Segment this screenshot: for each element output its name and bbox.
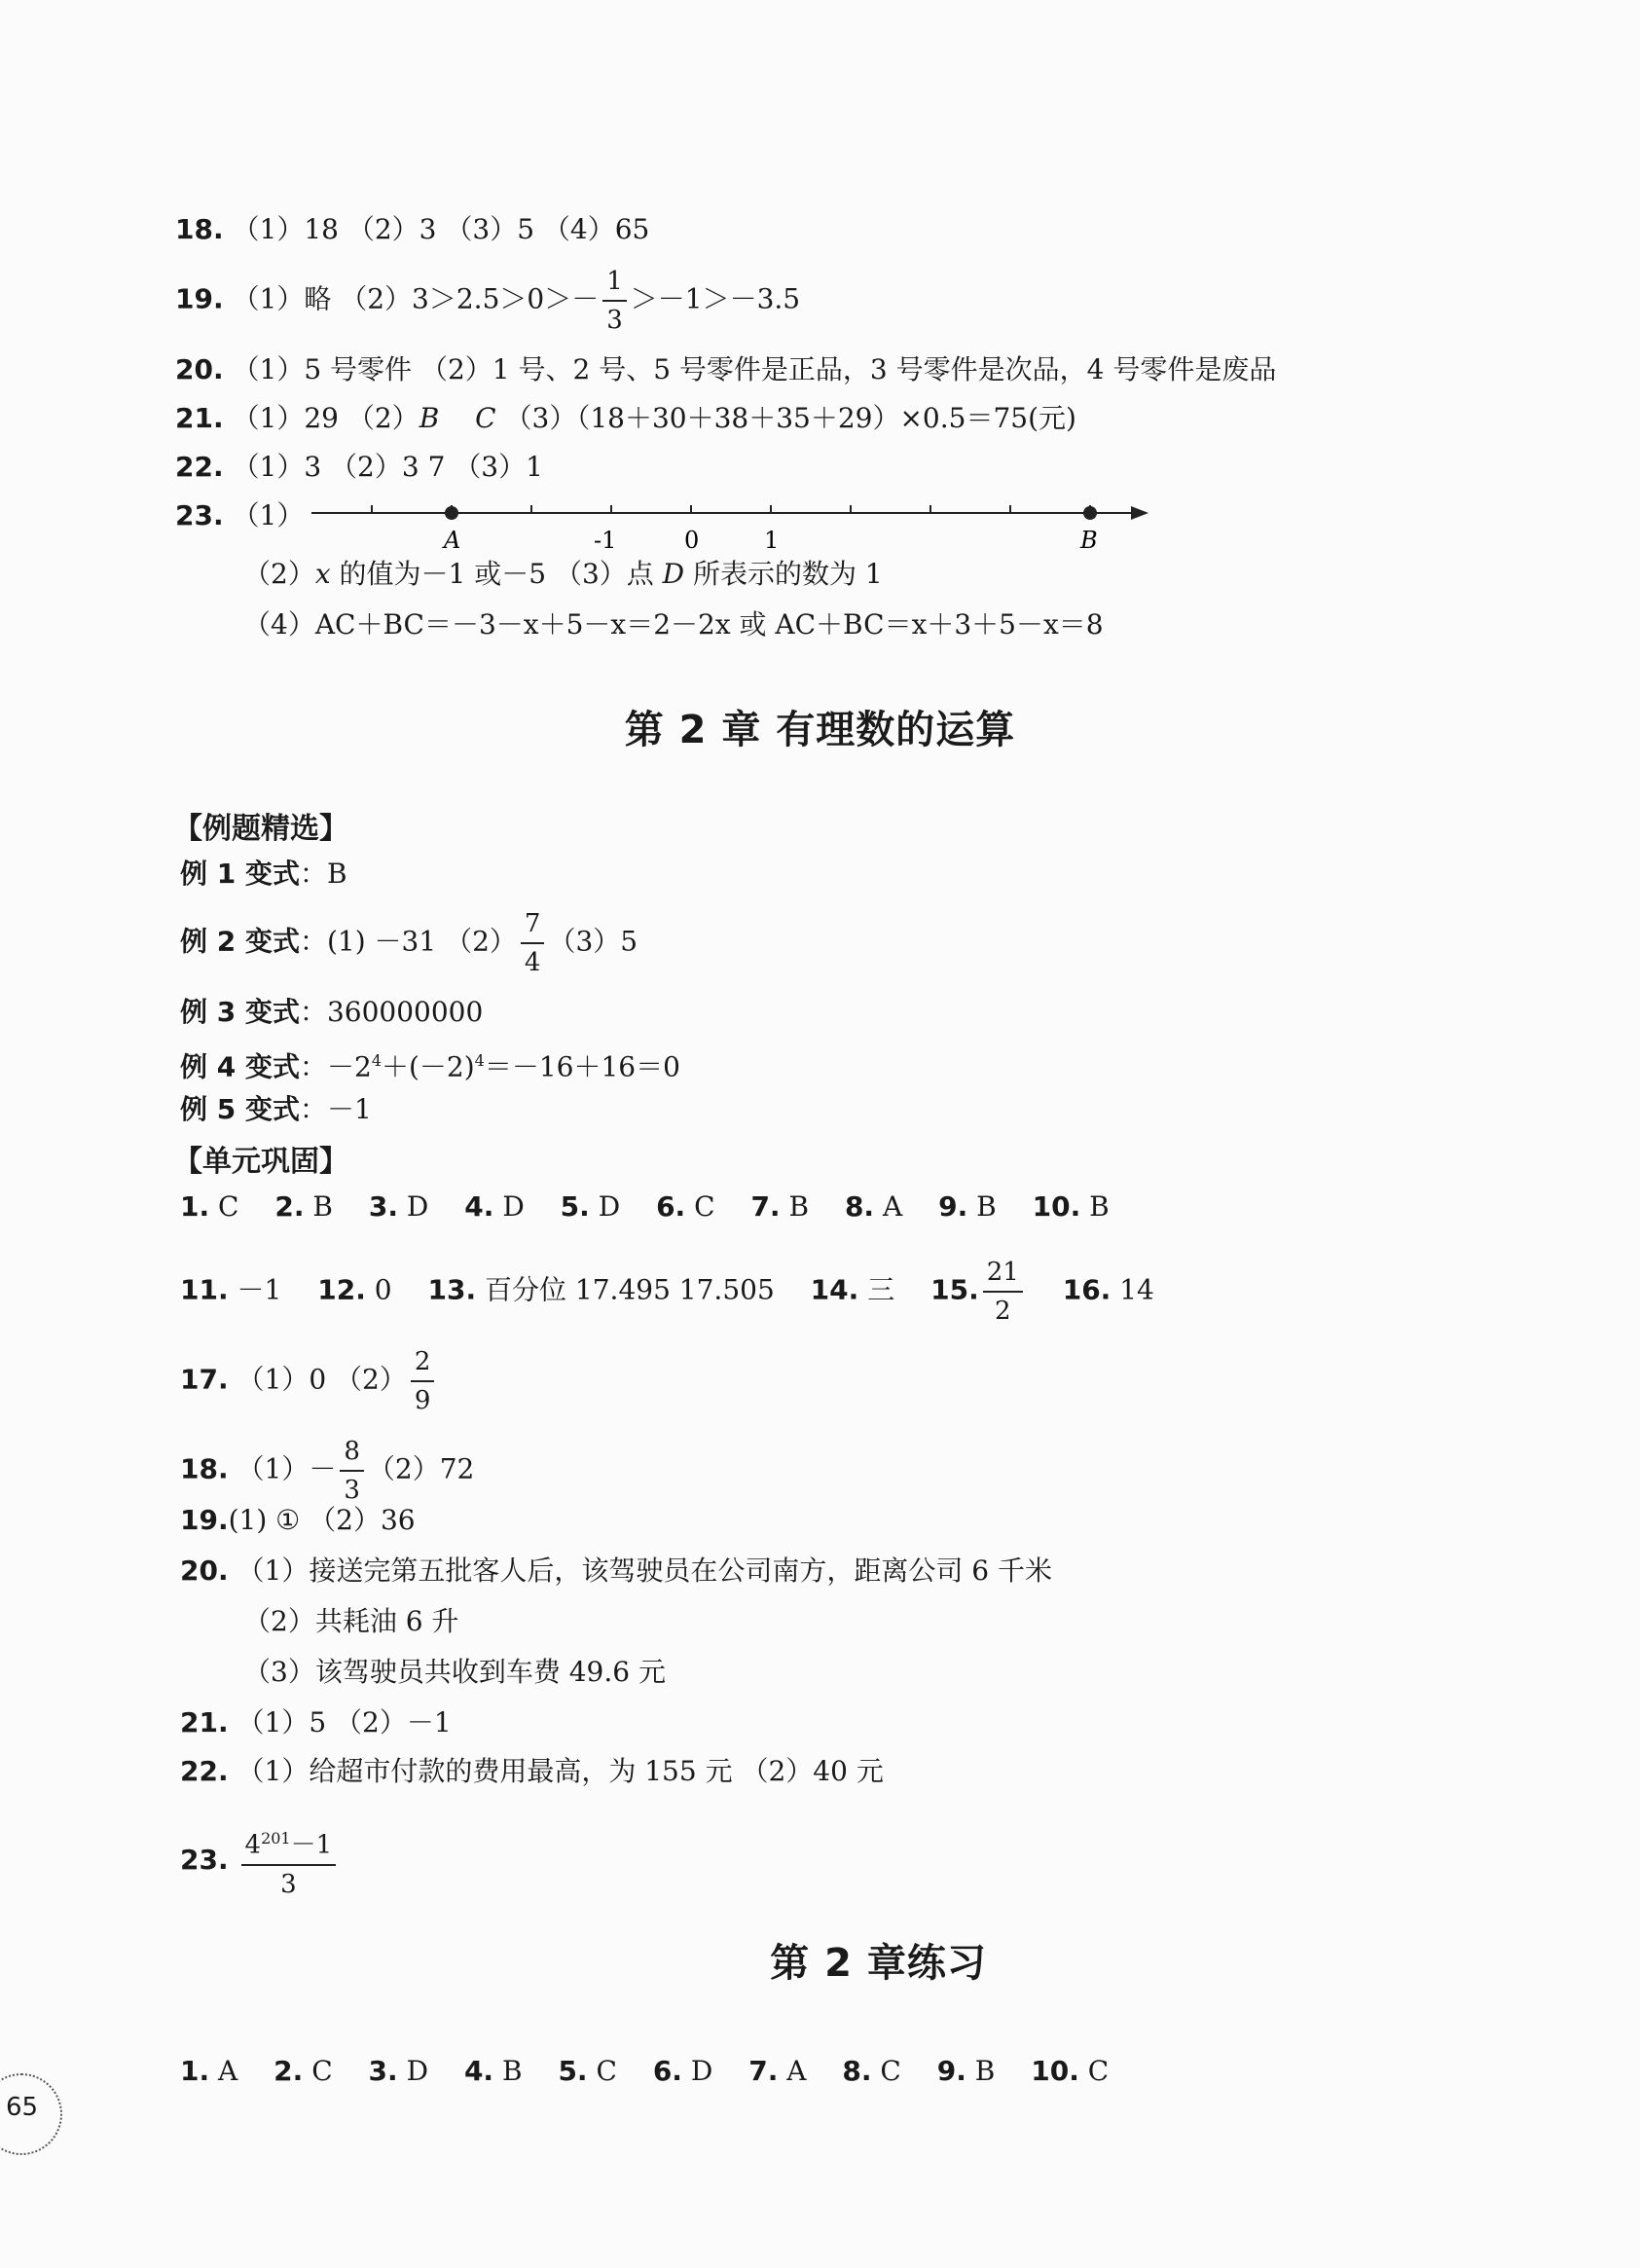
question-number: 23. bbox=[180, 1843, 229, 1876]
question-number: 23. bbox=[175, 499, 224, 531]
question-number: 21. bbox=[180, 1706, 229, 1738]
answer-text: （1）5 号零件 （2）1 号、2 号、5 号零件是正品，3 号零件是次品，4 号零件是废品 bbox=[232, 353, 1277, 385]
question-number: 17. bbox=[180, 1363, 229, 1396]
answer-20-line-2: （2）共耗油 6 升 bbox=[243, 1605, 459, 1637]
fraction: $\frac{8}{3}$ bbox=[340, 1433, 364, 1509]
answer-23-part-4: （4）AC＋BC＝－3－x＋5－x＝2－2x 或 AC＋BC＝x＋3＋5－x＝8 bbox=[243, 608, 1104, 640]
answer-20-line-3: （3）该驾驶员共收到车费 49.6 元 bbox=[243, 1656, 666, 1688]
fraction: $\frac{21}{2}$ bbox=[983, 1254, 1023, 1330]
examples-header: 【例题精选】 bbox=[173, 812, 348, 846]
answer-17: 17. （1）0 （2） $\frac{2}{9}$ bbox=[180, 1343, 438, 1419]
example-label: 例 2 变式 bbox=[180, 925, 300, 958]
number-line bbox=[302, 492, 1158, 560]
point-b-dot bbox=[1083, 506, 1097, 520]
answer-text: （1）3 （2）3 7 （3）1 bbox=[232, 451, 543, 483]
question-number: 21. bbox=[175, 402, 224, 434]
fraction: $\frac{2}{9}$ bbox=[411, 1343, 435, 1419]
answer-23 bbox=[175, 496, 304, 535]
answer-text: （1）18 （2）3 （3）5 （4）65 bbox=[232, 213, 650, 245]
answer-text: （1）略 （2）3＞2.5＞0＞－ bbox=[232, 282, 600, 315]
tick-label: -1 bbox=[594, 527, 617, 554]
answer-text: （1）29 （2） bbox=[232, 402, 419, 434]
answer-19 bbox=[175, 263, 800, 339]
answer-18-ch2: 18. （1）－ $\frac{8}{3}$ （2）72 bbox=[180, 1433, 474, 1509]
fraction: $\frac{7}{4}$ bbox=[521, 905, 545, 981]
answer-22-ch2: 22. （1）给超市付款的费用最高，为 155 元 （2）40 元 bbox=[180, 1755, 884, 1787]
point-a-label: A bbox=[444, 527, 461, 554]
example-1: 例 1 变式：B bbox=[180, 858, 347, 890]
answer-21 bbox=[175, 399, 1076, 438]
answer-19-ch2: 19.(1) ① （2）36 bbox=[180, 1504, 416, 1536]
example-label: 例 1 变式 bbox=[180, 858, 300, 890]
answer-22 bbox=[175, 448, 543, 487]
example-label: 例 4 变式 bbox=[180, 1050, 300, 1083]
answer-18 bbox=[175, 210, 649, 249]
fill-answers-row: 11. －1 12. 0 13. 百分位 17.495 17.505 14. 三 15. $\frac{21}{2}$ 16. 14 bbox=[180, 1254, 1154, 1330]
question-number: 19. bbox=[180, 1504, 229, 1536]
answer-20-ch2: 20. （1）接送完第五批客人后，该驾驶员在公司南方，距离公司 6 千米 bbox=[180, 1555, 1052, 1587]
practice-mc-row: 1. A 2. C 3. D 4. B 5. C 6. D 7. A 8. C 9. B 10. C bbox=[180, 2055, 1110, 2087]
tick-label: 0 bbox=[684, 527, 700, 554]
answer-text: ＞－1＞－3.5 bbox=[630, 282, 801, 315]
example-label: 例 5 变式 bbox=[180, 1093, 300, 1125]
example-5: 例 5 变式：－1 bbox=[180, 1093, 372, 1125]
example-4: 例 4 变式：$-2^4+(-2)^4=-16+16=0$ bbox=[180, 1050, 680, 1083]
example-3: 例 3 变式：360000000 bbox=[180, 996, 484, 1028]
question-number: 19. bbox=[175, 282, 224, 315]
answer-23-ch2 bbox=[180, 1820, 340, 1903]
number-line-ticks bbox=[372, 505, 1090, 513]
answer-23-part-2: （2）x 的值为－1 或－5 （3）点 D 所表示的数为 1 bbox=[243, 558, 883, 590]
example-label: 例 3 变式 bbox=[180, 996, 300, 1028]
question-number: 18. bbox=[175, 213, 224, 245]
question-number: 22. bbox=[175, 451, 224, 483]
practice-title: 第 2 章练习 bbox=[770, 1941, 987, 1986]
answer-text: B bbox=[419, 402, 440, 434]
fraction: $\frac{1}{3}$ bbox=[602, 263, 627, 339]
tick-label: 1 bbox=[764, 527, 780, 554]
point-b-label: B bbox=[1080, 527, 1098, 554]
answer-text: （3）（18＋30＋38＋35＋29）×0.5＝75(元) bbox=[504, 402, 1076, 434]
unit-review-header: 【单元巩固】 bbox=[173, 1145, 348, 1179]
mc-answers-row: 1. C 2. B 3. D 4. D 5. D 6. C 7. B 8. A 9. B 10. B bbox=[180, 1190, 1110, 1223]
point-a-dot bbox=[445, 506, 458, 520]
page-number: 65 bbox=[6, 2093, 39, 2122]
answer-text: （1） bbox=[232, 499, 305, 531]
question-number: 20. bbox=[175, 353, 224, 385]
answer-20 bbox=[175, 350, 1276, 389]
question-number: 18. bbox=[180, 1452, 229, 1485]
chapter-title: 第 2 章 有理数的运算 bbox=[624, 708, 1016, 752]
arrow-icon bbox=[1131, 506, 1148, 520]
question-number: 20. bbox=[180, 1555, 229, 1587]
answer-21-ch2: 21. （1）5 （2）－1 bbox=[180, 1706, 452, 1738]
question-number: 22. bbox=[180, 1755, 229, 1787]
answer-text: C bbox=[475, 402, 496, 434]
example-2: 例 2 变式：(1) －31 （2） $\frac{7}{4}$ （3）5 bbox=[180, 905, 638, 981]
fraction: $\frac{4^{201}-1}{3}$ bbox=[241, 1820, 337, 1903]
